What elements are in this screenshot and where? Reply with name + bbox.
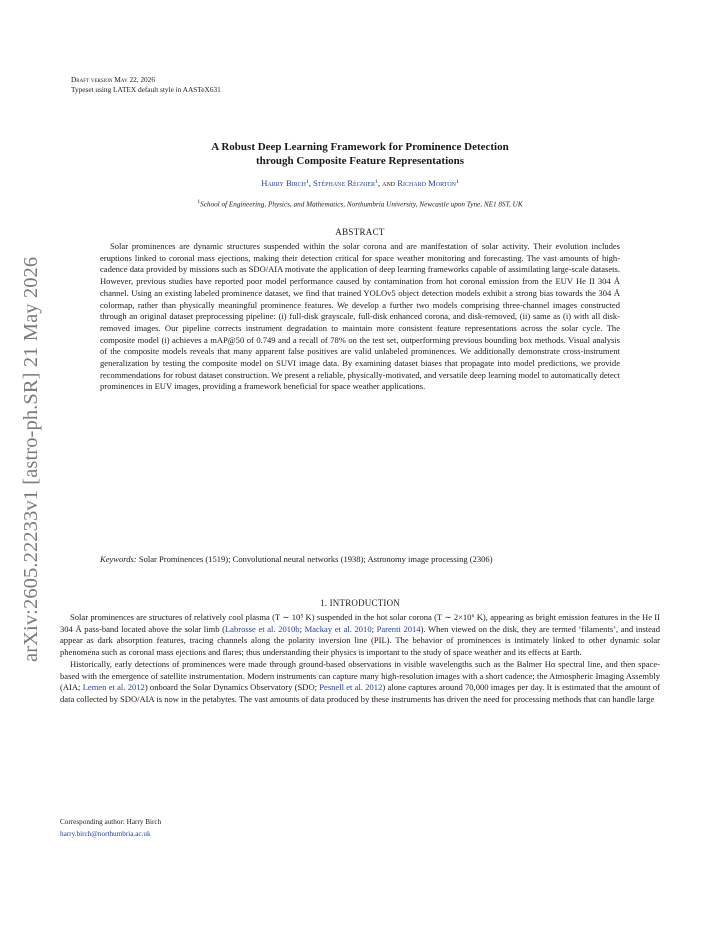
citation-link[interactable]: Pesnell et al. 2012 bbox=[319, 682, 383, 693]
email-link[interactable]: harry.birch@northumbria.ac.uk bbox=[60, 829, 151, 838]
citation-link[interactable]: Mackay et al. 2010 bbox=[304, 623, 372, 634]
author-separator: , bbox=[308, 178, 314, 188]
keywords bbox=[100, 554, 620, 566]
typeset-line: Typeset using LATEX default style in AASTeX631 bbox=[71, 85, 221, 94]
arxiv-stamp: arXiv:2605.22233v1 [astro-ph.SR] 21 May 2026 bbox=[20, 256, 42, 662]
author-name[interactable]: Harry Birch bbox=[261, 178, 307, 188]
keywords-text: Solar Prominences (1519); Convolutional neural networks (1938); Astronomy image processing (2306) bbox=[138, 554, 493, 564]
author-name[interactable]: Stéphane Régnier bbox=[313, 178, 376, 188]
title-line-2: through Composite Feature Representations bbox=[255, 155, 465, 167]
citation-link[interactable]: Parenti 2014 bbox=[376, 623, 421, 634]
paragraph-text: ) alone captures around 70,000 images per day. It is estimated that the amount of data collected by SDO/AIA is now in the petabytes. The vast amounts of data produced by these instruments has driven the need for processing methods that can handle large bbox=[60, 682, 660, 704]
abstract-text: Solar prominences are dynamic structures suspended within the solar corona and are manifestation of solar activity. Their evolution includes eruptions linked to coronal mass ejections, making their detection critical for space weather monitoring and forecasting. The vast amounts of high-cadence data provided by missions such as SDO/AIA motivate the application of deep learning frameworks capable of assimilating large-scale datasets. However, previous studies have reported poor model performance caused by contamination from hot coronal emission from the EUV He II 304 Å channel. Using an existing labeled prominence dataset, we find that trained YOLOv5 object detection models exhibit a strong bias towards the 304 Å colormap, rather than physically meaningful prominence features. We develop a further two models comprising three-channel images constructed through an original dataset preprocessing pipeline: (i) full-disk grayscale, full-disk enhanced corona, and disk-removed, (ii) same as (i) with all disk-removed images. Our pipeline corrects instrument degradation to maintain more consistent feature representations across the solar cycle. The composite model (i) achieves a mAP@50 of 0.749 and a recall of 78% on the test set, outperforming previous bounding box methods. Visual analysis of the composite models reveals that many apparent false positives are valid unlabeled prominences. We additionally demonstrate cross-instrument generalization by testing the composite model on SUVI image data. By examining dataset biases that propagate into model predictions, we provide recommendations for robust dataset construction. We present a reliable, physically-motivated, and versatile deep learning model to automatically detect prominences in EUV images, providing a framework beneficial for space weather applications. bbox=[100, 241, 620, 392]
preamble bbox=[71, 75, 221, 95]
intro-paragraph-1 bbox=[60, 612, 660, 659]
author-name[interactable]: Richard Morton bbox=[397, 178, 456, 188]
paper-title bbox=[100, 140, 620, 168]
paragraph-text: ). When viewed on the disk, they are termed ‘filaments’, and instead appear as dark absorption features, tracing channels along the polarity inversion line (PIL). The behavior of prominences is intimately linked to other dynamic solar phenomena such as coronal mass ejections and flares; thus understanding their physics is important to the study of space weather and its effects at Earth. bbox=[60, 623, 660, 658]
citation-separator: ; bbox=[299, 623, 305, 634]
author-affiliation-mark: 1 bbox=[456, 179, 459, 185]
intro-paragraph-2 bbox=[60, 659, 660, 706]
citation-separator: ; bbox=[371, 623, 377, 634]
author-affiliation-mark: 1 bbox=[375, 179, 378, 185]
paragraph-text: Historically, early detections of prominences were made through ground-based observations in visible wavelengths such as the Balmer Hα spectral line, and then space-based with the emergence of satellite instrumentation. Modern instruments can capture many high-resolution images with a short cadence; the Atmospheric Imaging Assembly (AIA; bbox=[60, 658, 660, 693]
citation-link[interactable]: Lemen et al. 2012 bbox=[82, 682, 145, 693]
corresponding-author: Corresponding author: Harry Birch bbox=[60, 818, 162, 826]
keywords-label: Keywords: bbox=[100, 554, 137, 564]
abstract-heading: ABSTRACT bbox=[335, 227, 385, 237]
paragraph-text: ) onboard the Solar Dynamics Observatory (SDO; bbox=[144, 682, 320, 693]
affiliation-text: School of Engineering, Physics, and Mathematics, Northumbria University, Newcastle upon Tyne, NE1 8ST, UK bbox=[200, 200, 523, 209]
author-affiliation-mark: 1 bbox=[306, 179, 309, 185]
section-heading-introduction: 1. INTRODUCTION bbox=[320, 598, 400, 608]
title-line-1: A Robust Deep Learning Framework for Prominence Detection bbox=[211, 141, 509, 153]
author-list bbox=[100, 178, 620, 188]
affiliation bbox=[80, 199, 640, 208]
citation-link[interactable]: Labrosse et al. 2010b bbox=[224, 623, 300, 634]
affiliation-number: 1 bbox=[197, 199, 201, 205]
draft-version-line: Draft version May 22, 2026 bbox=[71, 75, 155, 84]
introduction-body bbox=[60, 612, 660, 706]
paragraph-text: Solar prominences are structures of relatively cool plasma (T ∼ 10⁵ K) suspended in the hot solar corona (T ∼ 2×10⁶ K), appearing as bright emission features in the He II 304 Å pass-band located above the solar limb ( bbox=[60, 612, 660, 634]
author-separator: , and bbox=[377, 178, 398, 188]
corresponding-author-footnote bbox=[60, 817, 161, 840]
